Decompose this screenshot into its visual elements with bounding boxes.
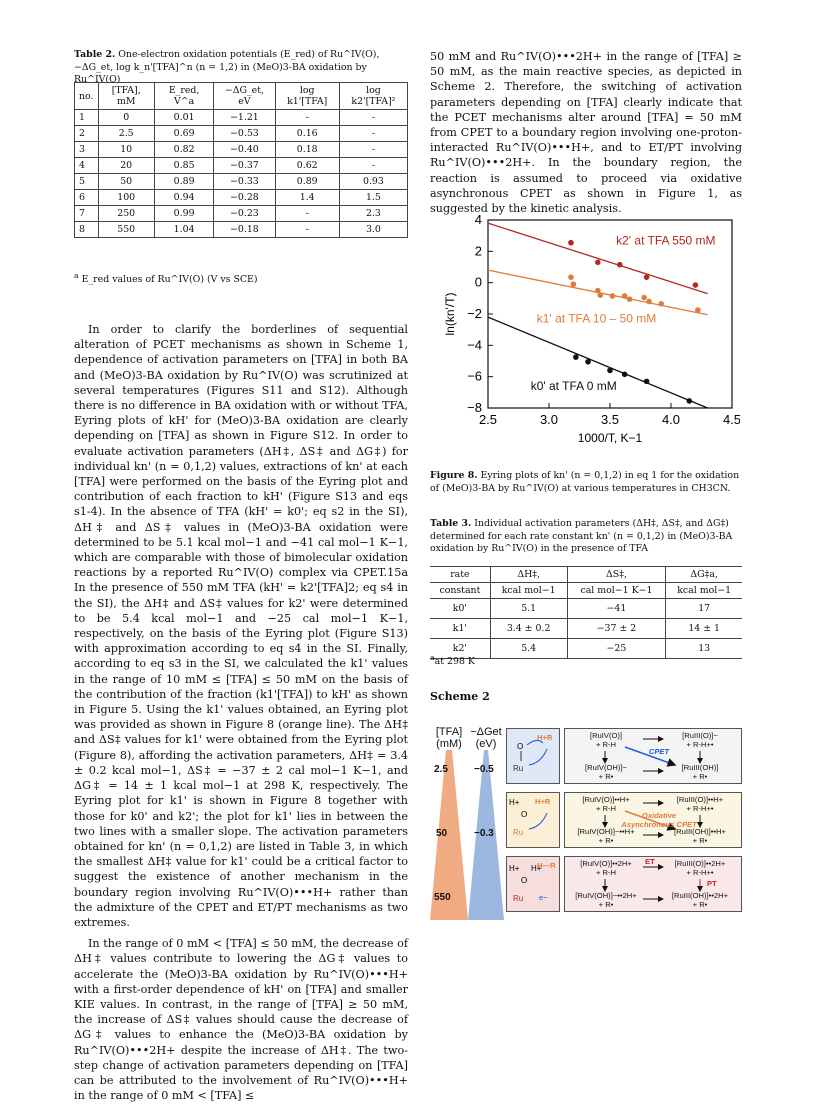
- table2-row: [75, 222, 408, 238]
- table2-cell: 0.82: [154, 142, 213, 158]
- fit-line-2: [488, 317, 708, 408]
- data-point: [695, 307, 701, 313]
- table2-cell: 1.5: [339, 190, 407, 206]
- table2-header-4: log k1'[TFA]: [275, 83, 339, 110]
- table2-caption: Table 2. One-electron oxidation potentials (E_red) of Ru^IV(O), −ΔG_et, log k_n'[TFA]^n (n = 1,2) in (MeO)3-BA oxidation by Ru^IV(O): [74, 49, 380, 85]
- table3: [430, 566, 742, 659]
- table2-cell: 0.85: [154, 158, 213, 174]
- table3-cell: k2': [430, 639, 490, 659]
- svg-text:H+: H+: [531, 864, 542, 873]
- svg-text:H+: H+: [509, 864, 520, 873]
- table2-cell: 0.62: [275, 158, 339, 174]
- figure8-caption: Figure 8. Eyring plots of kn' (n = 0,1,2) in eq 1 for the oxidation of (MeO)3-BA by Ru^IV(O) at various temperatures in CH3CN.: [430, 470, 740, 494]
- table2-cell: −0.28: [214, 190, 275, 206]
- table2-row: [75, 142, 408, 158]
- data-point: [568, 240, 574, 246]
- table3-cell: k1': [430, 619, 490, 639]
- right-column-text: [430, 49, 742, 222]
- table3-cell: 5.1: [490, 599, 567, 619]
- paragraph-continued: 50 mM and Ru^IV(O)•••2H+ in the range of [TFA] ≥ 50 mM, as the main reactive species, as depicted in Scheme 2. Therefore, the switching of activation parameters depending on [TFA] clearly indicate that the PCET mechanisms alter around [TFA] = 50 mM from CPET to a boundary region involving one-proton-interacted Ru^IV(O)•••H+, and to ET/PT involving Ru^IV(O)•••2H+. In the boundary region, the reaction is assumed to proceed via oxidative asynchronous CPET as shown in Figure 1, as suggested by the kinetic analysis.: [430, 50, 742, 216]
- species-top-right: [RuIII(O)]− + R-H+•: [682, 731, 718, 749]
- y-tick-label: 4: [474, 212, 482, 227]
- table2-cell: 1: [75, 110, 99, 126]
- scheme-reaction-box: [564, 728, 742, 784]
- svg-text:O: O: [521, 810, 528, 819]
- x-tick-label: 2.5: [478, 412, 498, 427]
- table2-cell: 4: [75, 158, 99, 174]
- table2-cell: 100: [98, 190, 154, 206]
- table3-header-cell: ΔG‡a,: [666, 567, 742, 583]
- x-tick-label: 4.5: [722, 412, 740, 427]
- table2-cell: -: [339, 158, 407, 174]
- table2-cell: 0.16: [275, 126, 339, 142]
- table2-cell: 0.01: [154, 110, 213, 126]
- table2-header-2: E_red, V^a: [154, 83, 213, 110]
- svg-text:Ru: Ru: [513, 764, 524, 773]
- x-tick-label: 3.0: [539, 412, 559, 427]
- data-point: [610, 293, 616, 299]
- y-tick-label: −8: [467, 400, 482, 415]
- table2-cell: −0.18: [214, 222, 275, 238]
- series-label: k2' at TFA 550 mM: [616, 233, 716, 248]
- scheme-reaction-box: [564, 792, 742, 848]
- x-axis-label: 1000/T, K−1: [577, 431, 643, 445]
- y-tick-label: −6: [467, 368, 482, 384]
- table3-header-cell: cal mol−1 K−1: [567, 583, 666, 599]
- table2-row: [75, 206, 408, 222]
- table2-row: [75, 174, 408, 190]
- table3-header-cell: ΔS‡,: [567, 567, 666, 583]
- table2-cell: 2.3: [339, 206, 407, 222]
- table2-cell: 1.04: [154, 222, 213, 238]
- table3-header-cell: rate: [430, 567, 490, 583]
- table2-row: [75, 110, 408, 126]
- data-point: [622, 372, 628, 378]
- table2-cell: 0.18: [275, 142, 339, 158]
- table2-header-0: no.: [75, 83, 99, 110]
- table2-cell: 7: [75, 206, 99, 222]
- table2-cell: 20: [98, 158, 154, 174]
- species-top-left: [RuIV(O)]••2H+ + R-H: [580, 859, 632, 877]
- ru-oxo-icon-etpt: Ru H+ H+ O H—R e−: [506, 856, 560, 912]
- table3-header-cell: kcal mol−1: [490, 583, 567, 599]
- table2-label: Table 2.: [74, 49, 116, 60]
- table3-header-cell: ΔH‡,: [490, 567, 567, 583]
- table2-header-1: [TFA], mM: [98, 83, 154, 110]
- x-tick-label: 4.0: [661, 412, 681, 427]
- table2-cell: 3.0: [339, 222, 407, 238]
- table2-cell: -: [339, 142, 407, 158]
- table2-cell: 6: [75, 190, 99, 206]
- eyring-plot-svg: [440, 212, 740, 462]
- table2-cell: 8: [75, 222, 99, 238]
- table2-cell: 3: [75, 142, 99, 158]
- table3-header-cell: constant: [430, 583, 490, 599]
- table2-header-3: −ΔG_et, eV: [214, 83, 275, 110]
- series-label: k0' at TFA 0 mM: [530, 378, 617, 393]
- table2-row: [75, 190, 408, 206]
- table3-cell: 13: [666, 639, 742, 659]
- species-bottom-right: [RuIII(OH)]••H+ + R•: [674, 827, 726, 845]
- et-label: ET: [645, 857, 655, 866]
- tfa-value-550: 550: [434, 892, 451, 903]
- data-point: [607, 368, 613, 374]
- tfa-header: [TFA] (mM): [435, 726, 463, 750]
- table3-row: [430, 639, 742, 659]
- ru-oxo-icon-cpet: Ru O H+R: [506, 728, 560, 784]
- table2-cell: −0.40: [214, 142, 275, 158]
- table3-cell: k0': [430, 599, 490, 619]
- species-bottom-left: [RuIV(OH)]−••H+ + R•: [577, 827, 635, 845]
- table2-cell: 1.4: [275, 190, 339, 206]
- y-tick-label: −2: [467, 306, 482, 321]
- pt-label: PT: [707, 879, 717, 888]
- dg-value-0-3: −0.3: [474, 828, 494, 839]
- data-point: [573, 354, 579, 360]
- data-point: [644, 379, 650, 385]
- data-point: [585, 359, 591, 365]
- dg-value-0-5: −0.5: [474, 764, 494, 775]
- data-point: [617, 262, 623, 268]
- table2-cell: -: [275, 222, 339, 238]
- table3-cell: 5.4: [490, 639, 567, 659]
- table2-cell: 10: [98, 142, 154, 158]
- table3-cell: 3.4 ± 0.2: [490, 619, 567, 639]
- table2-cell: 2.5: [98, 126, 154, 142]
- svg-text:H+: H+: [509, 798, 520, 807]
- dg-header: −ΔGet (eV): [470, 726, 502, 750]
- species-bottom-left: [RuIV(OH)]−••2H+ + R•: [575, 891, 637, 909]
- table2-cell: 0.69: [154, 126, 213, 142]
- species-top-right: [RuIII(O)]••H+ + R-H+•: [676, 795, 724, 813]
- tfa-value-2-5: 2.5: [434, 764, 448, 775]
- table2-cell: −0.23: [214, 206, 275, 222]
- tfa-value-50: 50: [436, 828, 448, 839]
- mechanism-label: CPET: [648, 747, 670, 756]
- table2-cell: 2: [75, 126, 99, 142]
- data-point: [597, 292, 603, 298]
- species-top-right: [RuIII(O)]••2H+ + R-H+•: [674, 859, 726, 877]
- left-column-text: [74, 322, 408, 1109]
- data-point: [687, 398, 693, 404]
- table2-cell: 0.89: [154, 174, 213, 190]
- y-tick-label: −4: [467, 337, 482, 353]
- svg-text:Ru: Ru: [513, 828, 524, 837]
- table2-cell: -: [275, 206, 339, 222]
- data-point: [568, 274, 574, 280]
- y-axis-label: ln(kn'/T): [443, 292, 457, 336]
- data-point: [644, 274, 650, 280]
- table2-footnote: $^a$ E_red values of Ru^IV(O) (V vs SCE): [74, 271, 258, 286]
- table3-cell: 17: [666, 599, 742, 619]
- table3-header-cell: kcal mol−1: [666, 583, 742, 599]
- table2-cell: 0.89: [275, 174, 339, 190]
- table3-row: [430, 619, 742, 639]
- species-bottom-right: [RuIII(OH)] + R•: [681, 763, 719, 781]
- data-point: [646, 299, 652, 305]
- species-top-left: [RuIV(O)] + R-H: [589, 731, 623, 749]
- data-point: [622, 293, 628, 299]
- table2-cell: −0.53: [214, 126, 275, 142]
- species-bottom-left: [RuIV(OH)]− + R•: [585, 763, 627, 781]
- scheme2-label: Scheme 2: [430, 690, 490, 703]
- table2: [74, 82, 408, 238]
- table2-cell: 5: [75, 174, 99, 190]
- scheme-reaction-box: [564, 856, 742, 912]
- species-top-left: [RuIV(O)]••H+ + R-H: [582, 795, 630, 813]
- table2-cell: 550: [98, 222, 154, 238]
- table2-cell: −0.33: [214, 174, 275, 190]
- data-point: [571, 281, 577, 287]
- table3-footnote: $^a$at 298 K: [430, 653, 475, 668]
- y-tick-label: 0: [474, 274, 482, 290]
- data-point: [641, 295, 647, 301]
- table2-cell: 0.94: [154, 190, 213, 206]
- table2-cell: -: [275, 110, 339, 126]
- table3-cell: 14 ± 1: [666, 619, 742, 639]
- x-tick-label: 3.5: [600, 412, 620, 427]
- y-tick-label: 2: [474, 243, 482, 259]
- table3-row: [430, 599, 742, 619]
- data-point: [658, 301, 664, 307]
- species-bottom-right: [RuIII(OH)]••2H+ + R•: [671, 891, 729, 909]
- paragraph-tfa-range: In the range of 0 mM < [TFA] ≤ 50 mM, the decrease of ΔH‡ values contribute to lowering the ΔG‡ values to accelerate the (MeO)3-BA oxidation by Ru^IV(O)•••H+ with a first-order dependence of kH' on [TFA] and smaller KIE values. In contrast, in the range of [TFA] ≥ 50 mM, the increase of ΔS‡ values should cause the decrease of ΔG‡ values to enhance the (MeO)3-BA oxidation by Ru^IV(O)•••2H+ despite the increase of ΔH‡. The two-step change of activation parameters depending on [TFA] can be attributed to the involvement of Ru^IV(O)•••H+ in the range of 0 mM < [TFA] ≤: [74, 937, 408, 1103]
- table2-cell: 50: [98, 174, 154, 190]
- svg-text:O: O: [521, 876, 528, 885]
- svg-text:O: O: [517, 742, 524, 751]
- table3-cell: −37 ± 2: [567, 619, 666, 639]
- table3-cell: −41: [567, 599, 666, 619]
- data-point: [693, 282, 699, 288]
- table2-row: [75, 158, 408, 174]
- table3-cell: −25: [567, 639, 666, 659]
- scheme2: [428, 722, 744, 922]
- mechanism-label: Oxidative Asynchronous CPET: [621, 811, 697, 829]
- table3-caption: Table 3. Individual activation parameters (ΔH‡, ΔS‡, and ΔG‡) determined for each rate constant kn' (n = 0,1,2) in (MeO)3-BA oxidation by Ru^IV(O) in the presence of TFA: [430, 518, 733, 554]
- data-point: [627, 296, 633, 302]
- table2-cell: −0.37: [214, 158, 275, 174]
- table2-cell: 0.99: [154, 206, 213, 222]
- series-label: k1' at TFA 10 – 50 mM: [536, 311, 657, 326]
- table2-cell: 0: [98, 110, 154, 126]
- table2-cell: 0.93: [339, 174, 407, 190]
- table2-cell: 250: [98, 206, 154, 222]
- data-point: [595, 260, 601, 266]
- table2-row: [75, 126, 408, 142]
- paragraph-activation-parameters: In order to clarify the borderlines of sequential alteration of PCET mechanisms as shown in Scheme 1, dependence of activation parameters on [TFA] in both BA and (MeO)3-BA oxidation by Ru^IV(O) was scrutinized at several temperatures (Figures S11 and S12). Although there is no difference in BA oxidation with or without TFA, Eyring plots of kH' for (MeO)3-BA oxidation are clearly depending on [TFA] as shown in Figure S12. In order to evaluate activation parameters (ΔH‡, ΔS‡ and ΔG‡) for individual kn' (n = 0,1,2) values, extractions of kn' at each [TFA] were performed on the basis of the Eyring plot and contribution of each fraction to kH' (Figure S13 and eqs s1-4). In the absence of TFA (kH' = k0'; eq s2 in the SI), ΔH‡ and ΔS‡ values in (MeO)3-BA oxidation were determined to be 5.1 kcal mol−1 and −41 cal mol−1 K−1, which are comparable with those of bimolecular oxidation reactions by a reported Ru^IV(O) complex via CPET.15a In the presence of 550 mM TFA (kH' = k2'[TFA]2; eq s4 in the SI), the ΔH‡ and ΔS‡ values for k2' were determined to be 5.4 kcal mol−1 and −25 cal mol−1 K−1, respectively, on the basis of the Eyring plot (Figure S13) with approximation according to eq s4 in the SI. Finally, according to eq s3 in the SI, we calculated the k1' values in the range of 10 mM ≤ [TFA] ≤ 50 mM on the basis of the contribution of the fraction (k1'[TFA]) to kH' as shown in Figure 5. Using the k1' values obtained, an Eyring plot was provided as shown in Figure 8 (orange line). The ΔH‡ and ΔS‡ values for k1' were obtained from the Eyring plot (Figure 8), affording the activation parameters, ΔH‡ = 3.4 ± 0.2 kcal mol−1, ΔS‡ = −37 ± 2 cal mol−1 K−1, and ΔG‡ = 14 ± 1 kcal mol−1 at 298 K, respectively. The Eyring plot for k1' is shown in Figure 8 together with those for k0' and k2'; the plot for k1' lies in between the two lines with a smaller slope. The activation parameters obtained for kn' (n = 0,1,2) are listed in Table 3, in which the smallest ΔH‡ value for k1' could be a critical factor to suggest the existence of another mechanism in the boundary region involving Ru^IV(O)•••H+ rather than the admixture of the CPET and ET/PT mechanisms as two extremes.: [74, 323, 408, 929]
- table2-cell: -: [339, 110, 407, 126]
- table2-cell: −1.21: [214, 110, 275, 126]
- figure8-label: Figure 8.: [430, 470, 478, 481]
- ru-oxo-icon-async: Ru H+ O H+R: [506, 792, 560, 848]
- table3-label: Table 3.: [430, 518, 472, 529]
- table2-header-5: log k2'[TFA]²: [339, 83, 407, 110]
- figure8-chart: [440, 212, 740, 462]
- svg-text:Ru: Ru: [513, 894, 524, 903]
- table2-cell: -: [339, 126, 407, 142]
